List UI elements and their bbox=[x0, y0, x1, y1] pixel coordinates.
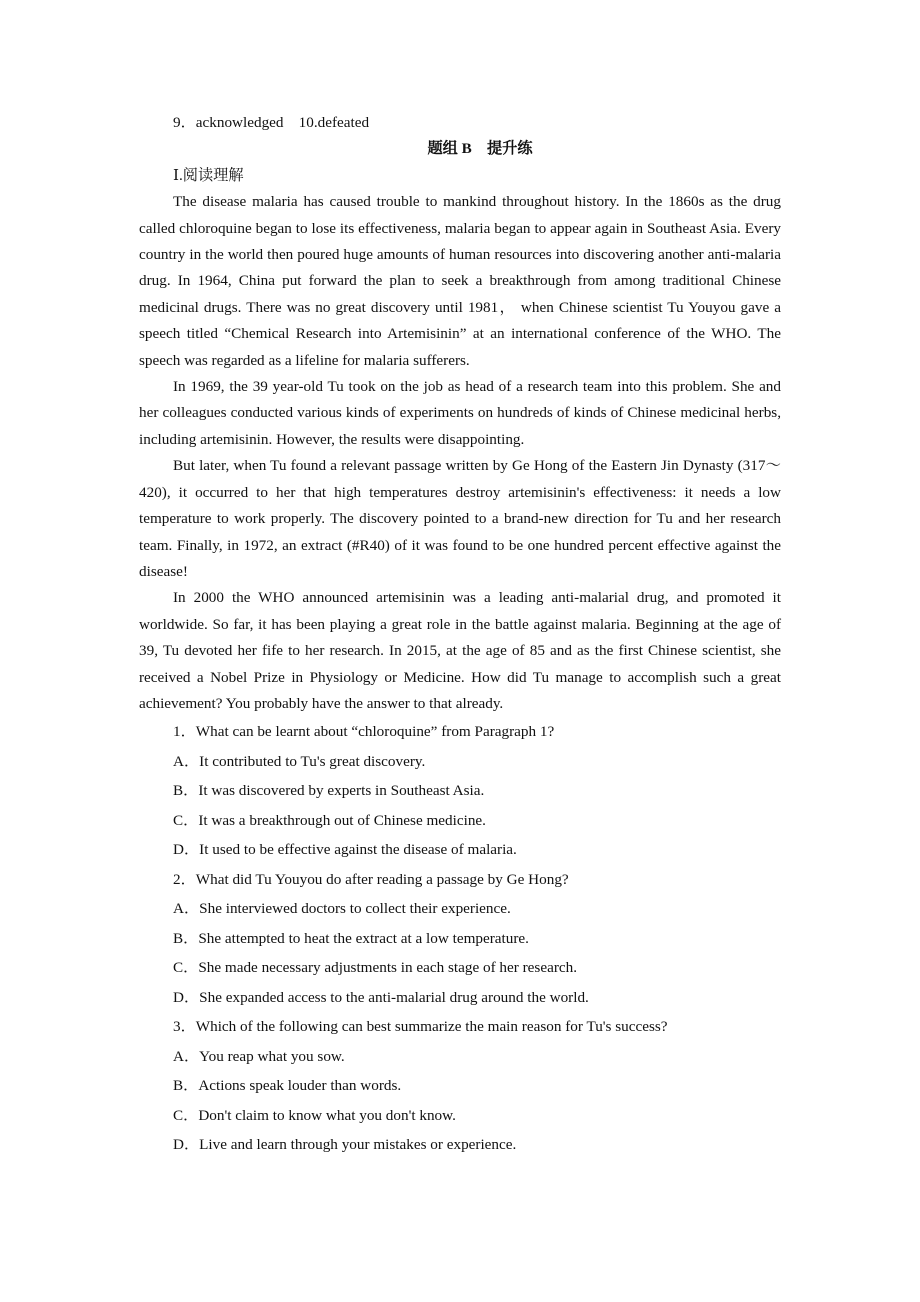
option-b: B．It was discovered by experts in Southeast Asia. bbox=[173, 782, 485, 800]
option-c: C．Don't claim to know what you don't know. bbox=[173, 1106, 456, 1124]
option-c: C．It was a breakthrough out of Chinese medicine. bbox=[173, 811, 486, 829]
option-d: D．It used to be effective against the disease of malaria. bbox=[173, 841, 517, 859]
passage-paragraph-3: But later, when Tu found a relevant passage written by Ge Hong of the Eastern Jin Dynasty (317～420), it occurred to her that high temperatures destroy artemisinin's effectiveness: it needs a low temperature to work properly. The discovery pointed to a brand-new direction for Tu and her research team. Finally, in 1972, an extract (#R40) of it was found to be one hundred percent effective against the disease! bbox=[139, 457, 781, 580]
document-page bbox=[139, 110, 781, 1160]
answer-key-line: 9．acknowledged 10.defeated bbox=[173, 114, 370, 131]
passage-paragraph-4: In 2000 the WHO announced artemisinin was a leading anti-malarial drug, and promoted it worldwide. So far, it has been playing a great role in the battle against malaria. Beginning at the age of 39, Tu devoted her fife to her research. In 2015, at the age of 85 and as the first Chinese scientist, she received a Nobel Prize in Physiology or Medicine. How did Tu manage to accomplish such a great achievement? You probably have the answer to that already. bbox=[139, 589, 781, 712]
question-1 bbox=[139, 717, 781, 865]
option-b: B．Actions speak louder than words. bbox=[173, 1077, 402, 1095]
passage-paragraph-2: In 1969, the 39 year-old Tu took on the job as head of a research team into this problem. She and her colleagues conducted various kinds of experiments on hundreds of kinds of Chinese medicinal herbs, including artemisinin. However, the results were disappointing. bbox=[139, 378, 781, 448]
passage-paragraph-1: The disease malaria has caused trouble to mankind throughout history. In the 1860s as the drug called chloroquine began to lose its effectiveness, malaria began to appear again in Southeast Asia. Every country in the world then poured huge amounts of human resources into discovering another anti-malaria drug. In 1964, China put forward the plan to seek a breakthrough from among traditional Chinese medicinal drugs. There was no great discovery until 1981， when Chinese scientist Tu Youyou gave a speech titled “Chemical Research into Artemisinin” at an international conference of the WHO. The speech was regarded as a lifeline for malaria sufferers. bbox=[139, 193, 781, 369]
option-c: C．She made necessary adjustments in each stage of her research. bbox=[173, 959, 578, 977]
option-b: B．She attempted to heat the extract at a low temperature. bbox=[173, 929, 529, 947]
question-3 bbox=[139, 1012, 781, 1160]
question-stem: 2．What did Tu Youyou do after reading a passage by Ge Hong? bbox=[173, 870, 569, 888]
question-stem: 1．What can be learnt about “chloroquine” from Paragraph 1? bbox=[173, 723, 555, 741]
question-stem: 3．Which of the following can best summarize the main reason for Tu's success? bbox=[173, 1018, 668, 1036]
option-d: D．Live and learn through your mistakes or experience. bbox=[173, 1136, 517, 1154]
question-2 bbox=[139, 865, 781, 1013]
option-a: A．You reap what you sow. bbox=[173, 1047, 345, 1065]
question-list bbox=[139, 717, 781, 1160]
group-title: 题组 B 提升练 bbox=[427, 140, 533, 158]
option-a: A．It contributed to Tu's great discovery. bbox=[173, 752, 426, 770]
reading-passage bbox=[139, 189, 781, 717]
option-d: D．She expanded access to the anti-malarial drug around the world. bbox=[173, 988, 589, 1006]
section-label: Ⅰ.阅读理解 bbox=[173, 166, 244, 184]
option-a: A．She interviewed doctors to collect their experience. bbox=[173, 900, 511, 918]
